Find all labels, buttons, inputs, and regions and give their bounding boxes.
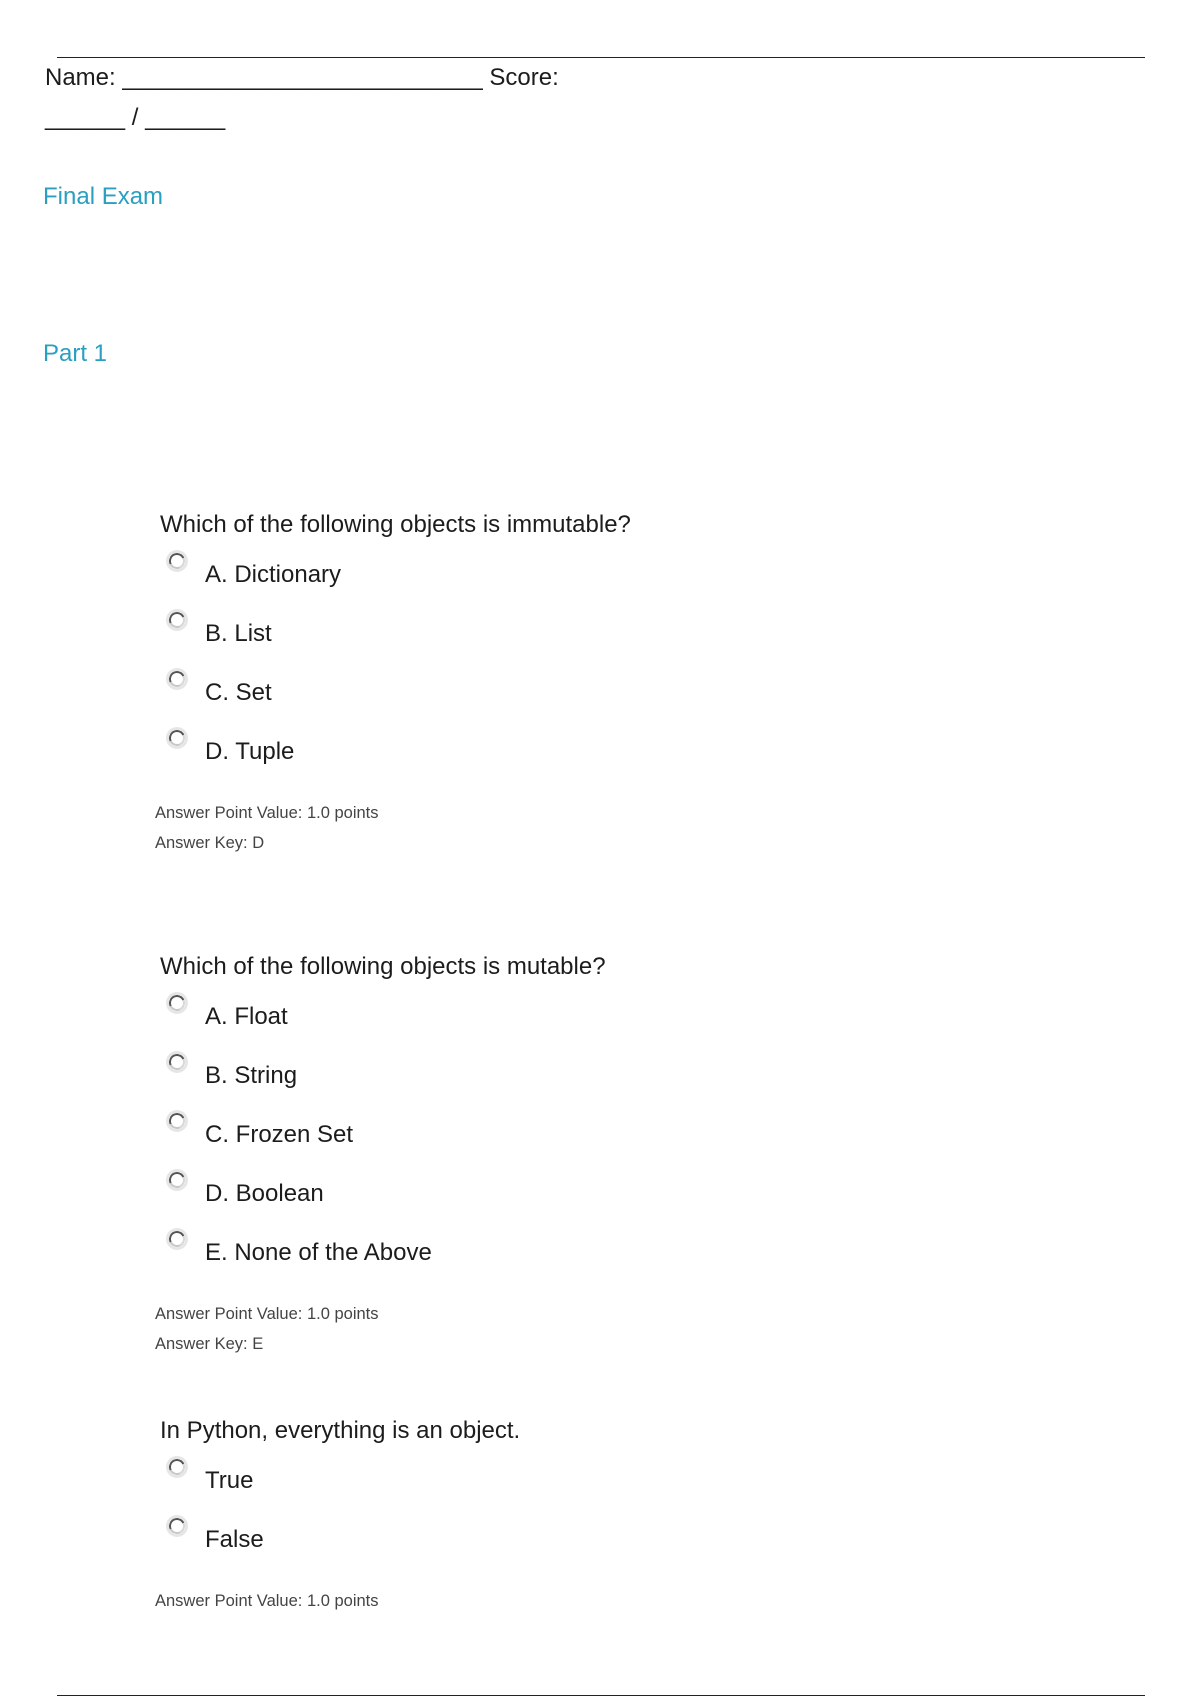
score-field[interactable]: ______ / ______ [45, 104, 226, 131]
question-text: Which of the following objects is mutable? [160, 953, 606, 980]
radio-button-icon[interactable] [166, 1051, 188, 1073]
radio-button-icon[interactable] [166, 1169, 188, 1191]
question-text: In Python, everything is an object. [160, 1417, 521, 1444]
point-value: Answer Point Value: 1.0 points [155, 804, 379, 822]
answer-option[interactable] [160, 1049, 1060, 1108]
answer-option[interactable] [160, 1108, 1060, 1167]
question-3 [155, 1416, 1060, 1616]
answer-meta [155, 798, 1060, 858]
option-label: C. Set [205, 679, 272, 706]
answer-option[interactable] [160, 1167, 1060, 1226]
option-label: A. Float [205, 1003, 288, 1030]
point-value: Answer Point Value: 1.0 points [155, 1592, 379, 1610]
option-label: C. Frozen Set [205, 1121, 354, 1148]
radio-button-icon[interactable] [166, 1228, 188, 1250]
answer-meta [155, 1586, 1060, 1616]
radio-button-icon[interactable] [166, 550, 188, 572]
question-2 [155, 952, 1060, 1359]
radio-button-icon[interactable] [166, 992, 188, 1014]
answer-key: Answer Key: D [155, 834, 265, 852]
point-value: Answer Point Value: 1.0 points [155, 1305, 379, 1323]
score-label: Score: [489, 64, 559, 91]
option-label: True [205, 1467, 254, 1494]
answer-option[interactable] [160, 548, 1060, 607]
answer-option[interactable] [160, 725, 1060, 784]
radio-button-icon[interactable] [166, 1456, 188, 1478]
radio-button-icon[interactable] [166, 668, 188, 690]
name-field[interactable]: ___________________________ [122, 64, 483, 91]
answer-option[interactable] [160, 666, 1060, 725]
radio-button-icon[interactable] [166, 1110, 188, 1132]
radio-button-icon[interactable] [166, 1515, 188, 1537]
option-label: B. String [205, 1062, 298, 1089]
radio-button-icon[interactable] [166, 727, 188, 749]
answer-option[interactable] [160, 1226, 1060, 1285]
question-text: Which of the following objects is immutable? [160, 511, 631, 538]
section-heading: Part 1 [43, 340, 108, 367]
exam-title: Final Exam [43, 183, 164, 210]
name-score-line [45, 62, 559, 94]
answer-key: Answer Key: E [155, 1335, 264, 1353]
top-rule [57, 57, 1145, 58]
bottom-rule [57, 1695, 1145, 1696]
option-label: B. List [205, 620, 272, 647]
name-label: Name: [45, 64, 116, 91]
question-1 [155, 510, 1060, 858]
option-label: E. None of the Above [205, 1239, 432, 1266]
answer-option[interactable] [160, 990, 1060, 1049]
answer-option[interactable] [160, 1454, 1060, 1513]
option-label: D. Boolean [205, 1180, 324, 1207]
option-label: False [205, 1526, 264, 1553]
answer-option[interactable] [160, 607, 1060, 666]
answer-meta [155, 1299, 1060, 1359]
option-label: D. Tuple [205, 738, 295, 765]
answer-option[interactable] [160, 1513, 1060, 1572]
radio-button-icon[interactable] [166, 609, 188, 631]
option-label: A. Dictionary [205, 561, 342, 588]
